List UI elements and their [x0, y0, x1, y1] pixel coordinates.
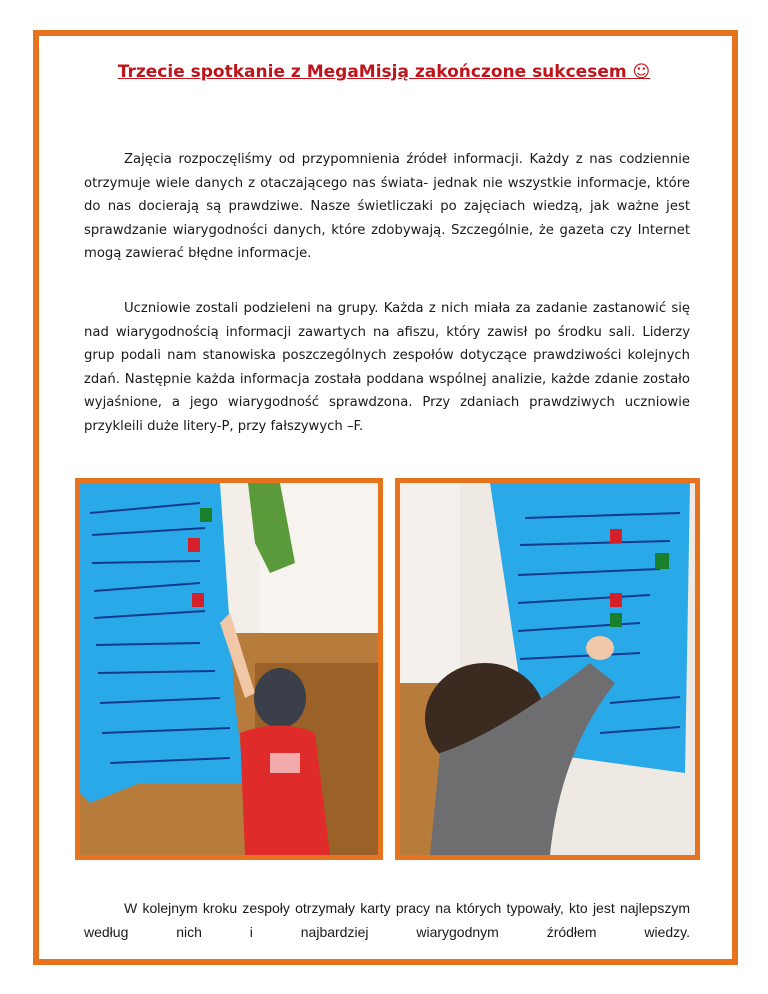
photo-boy-at-poster [75, 478, 383, 860]
paragraph-3 [84, 897, 690, 944]
smiley-icon: ☺ [632, 62, 651, 82]
page-title [0, 62, 768, 82]
paragraph-2-text: Uczniowie zostali podzieleni na grupy. Każda z nich miała za zadanie zastanowić się nad wiarygodnością informacji zawartych na afiszu, który zawisł po środku sali. Liderzy grup podali nam stanowiska poszczególnych zespołów dotyczące prawdziwości kolejnych zdań. Następnie każda informacja została poddana wspólnej analizie, każde zdanie zostało wyjaśnione, a jego wiarygodność sprawdzona. Przy zdaniach prawdziwych uczniowie przykleili duże litery-P, przy fałszywych –F. [84, 301, 690, 434]
paragraph-2 [84, 297, 690, 438]
paragraph-3-text: W kolejnym kroku zespoły otrzymały karty pracy na których typowały, kto jest najlepszym według nich i najbardziej wiarygodnym źródłem wiedzy. [84, 900, 690, 940]
photo-child-at-poster [395, 478, 700, 860]
paragraph-1-text: Zajęcia rozpoczęliśmy od przypomnienia źródeł informacji. Każdy z nas codziennie otrzymuje wiele danych z otaczającego nas świata- jednak nie wszystkie informacje, które do nas docierają są prawdziwe. Nasze świetliczaki po zajęciach wiedzą, jak ważne jest sprawdzanie wiarygodności danych, które zdobywają. Szczególnie, że gazeta czy Internet mogą zawierać błędne informacje. [84, 152, 690, 261]
title-text: Trzecie spotkanie z MegaMisją zakończone sukcesem [117, 62, 627, 82]
paragraph-1 [84, 148, 690, 266]
